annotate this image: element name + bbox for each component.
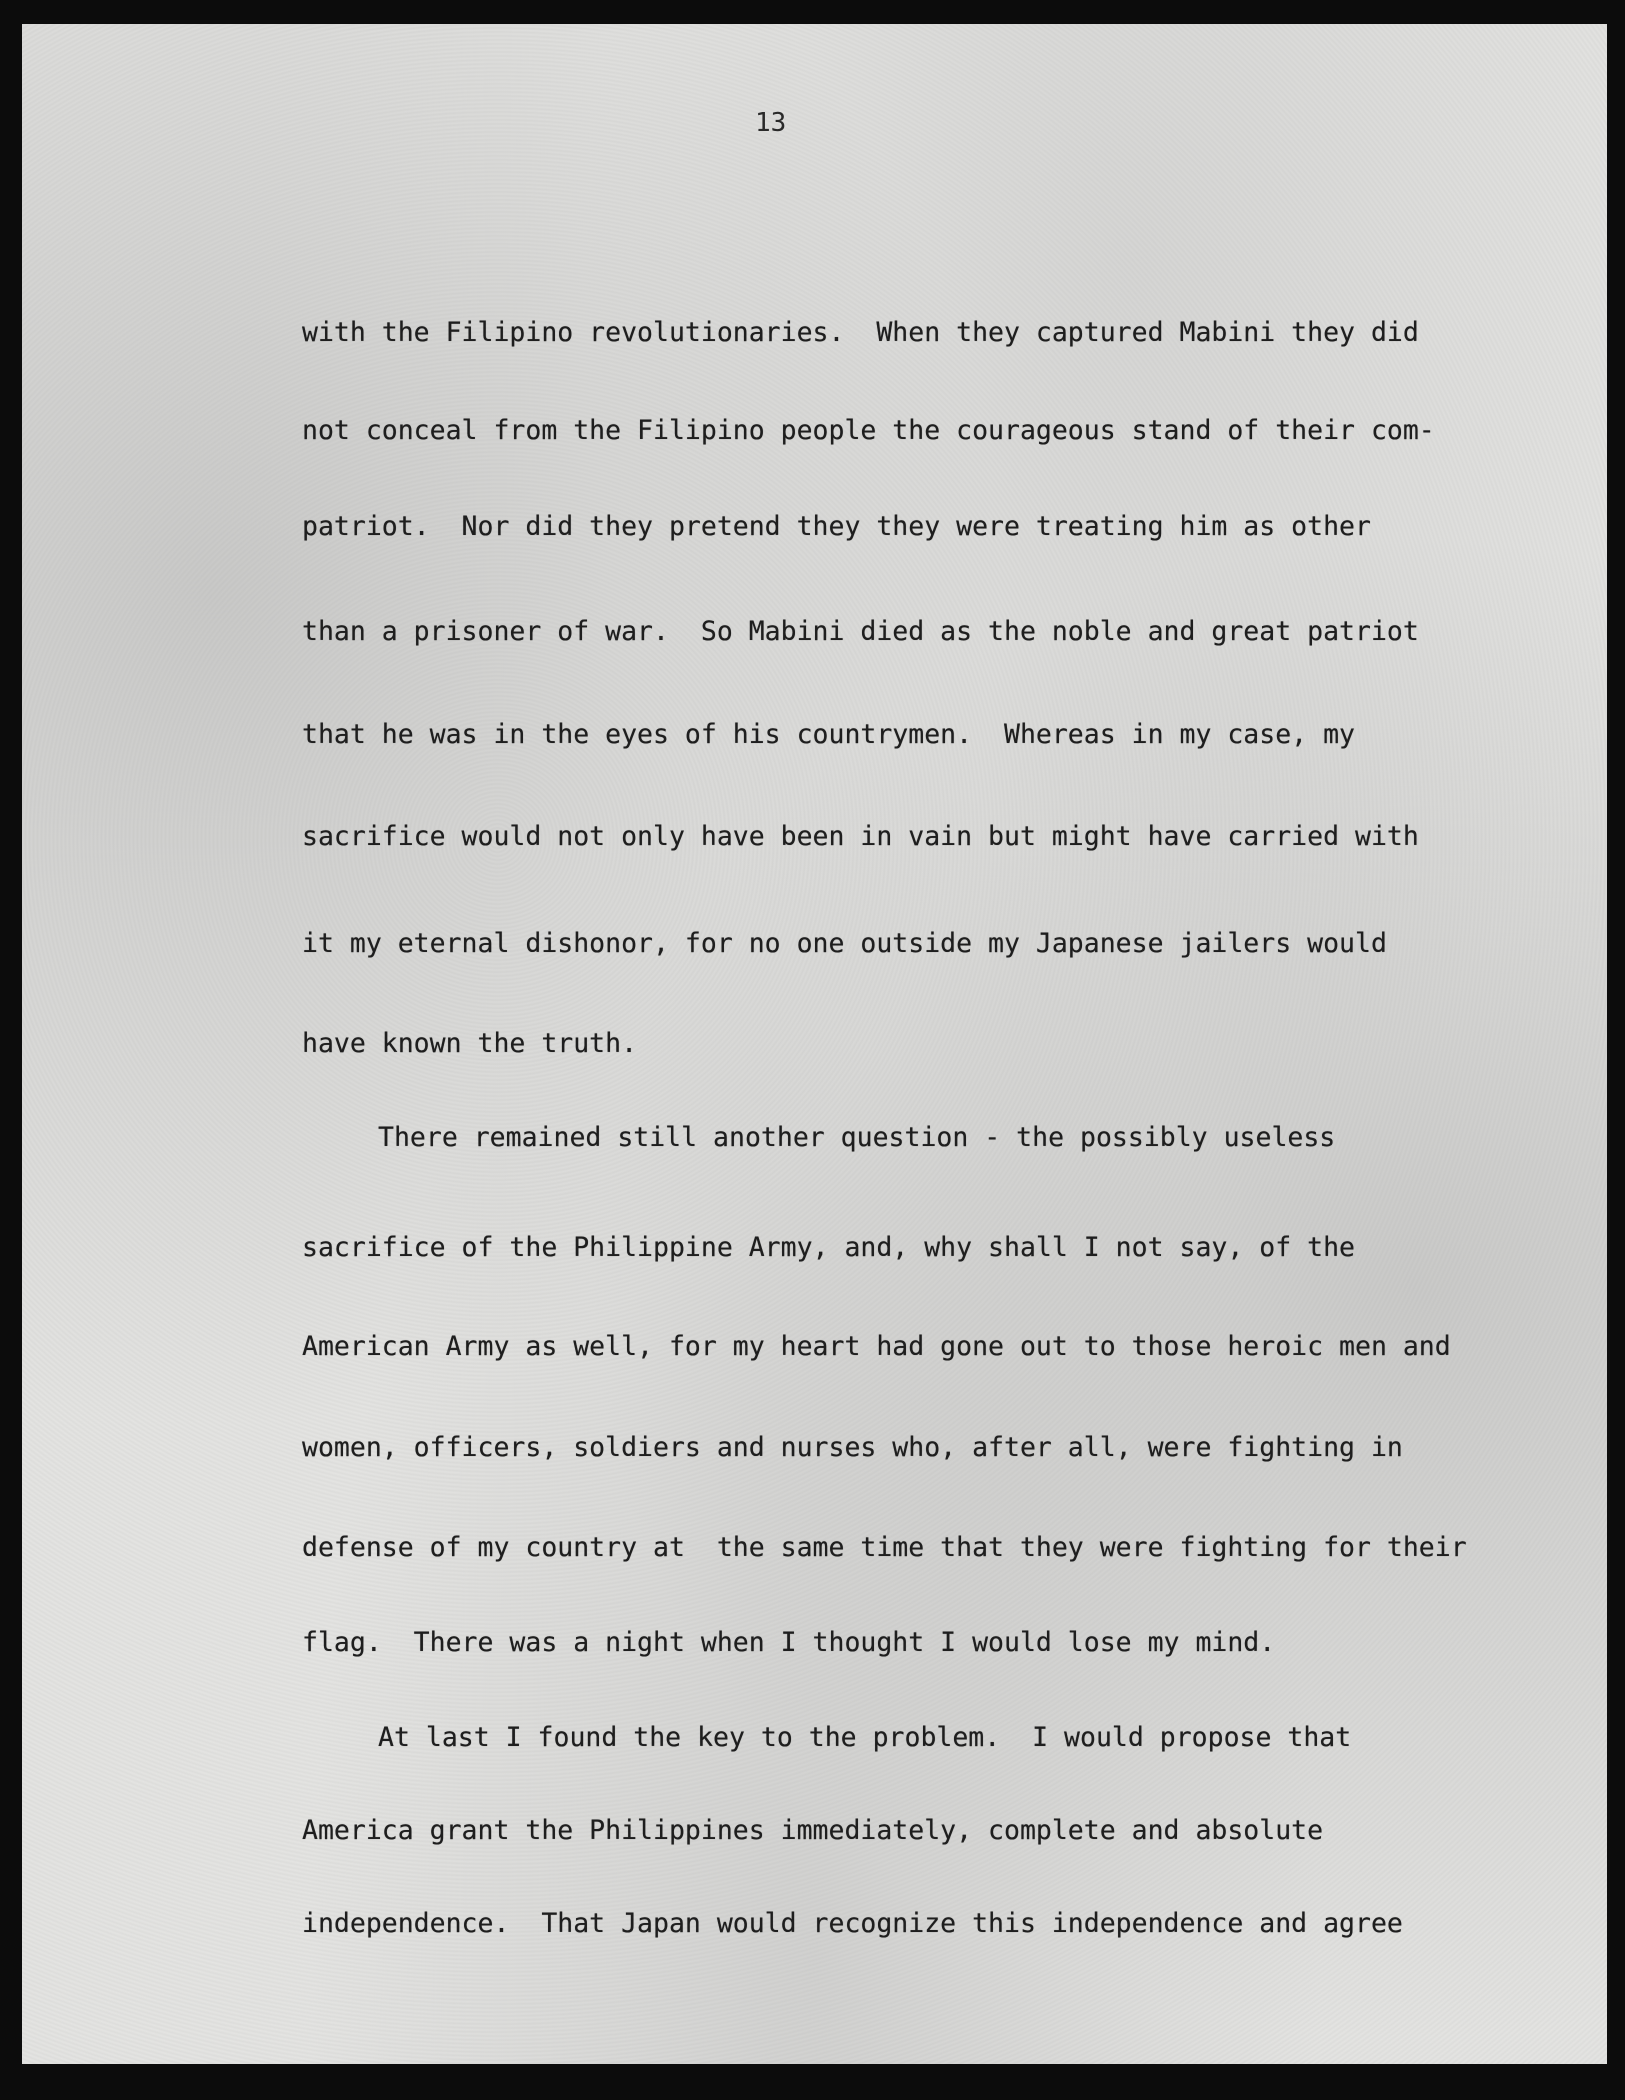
- text-line: American Army as well, for my heart had gone out to those heroic men and: [302, 1331, 1451, 1362]
- text-line: that he was in the eyes of his countrymen. Whereas in my case, my: [302, 719, 1355, 750]
- text-line: with the Filipino revolutionaries. When they captured Mabini they did: [302, 317, 1419, 348]
- text-line: America grant the Philippines immediately, complete and absolute: [302, 1815, 1324, 1846]
- text-line: independence. That Japan would recognize this independence and agree: [302, 1908, 1403, 1939]
- text-line: not conceal from the Filipino people the courageous stand of their com-: [302, 415, 1435, 446]
- page-number: 13: [755, 108, 787, 138]
- text-line: flag. There was a night when I thought I would lose my mind.: [302, 1627, 1276, 1658]
- document-page: [22, 24, 1607, 2064]
- text-line: patriot. Nor did they pretend they they were treating him as other: [302, 511, 1371, 542]
- text-line: women, officers, soldiers and nurses who, after all, were fighting in: [302, 1432, 1403, 1463]
- paragraph-first-line: At last I found the key to the problem. I would propose that: [378, 1722, 1352, 1753]
- paragraph-first-line: There remained still another question - the possibly useless: [378, 1122, 1336, 1153]
- text-line: defense of my country at the same time that they were fighting for their: [302, 1532, 1467, 1563]
- text-line: than a prisoner of war. So Mabini died as the noble and great patriot: [302, 616, 1419, 647]
- text-line: sacrifice would not only have been in vain but might have carried with: [302, 821, 1419, 852]
- text-line: have known the truth.: [302, 1028, 638, 1059]
- text-line: it my eternal dishonor, for no one outside my Japanese jailers would: [302, 928, 1387, 959]
- text-line: sacrifice of the Philippine Army, and, why shall I not say, of the: [302, 1232, 1355, 1263]
